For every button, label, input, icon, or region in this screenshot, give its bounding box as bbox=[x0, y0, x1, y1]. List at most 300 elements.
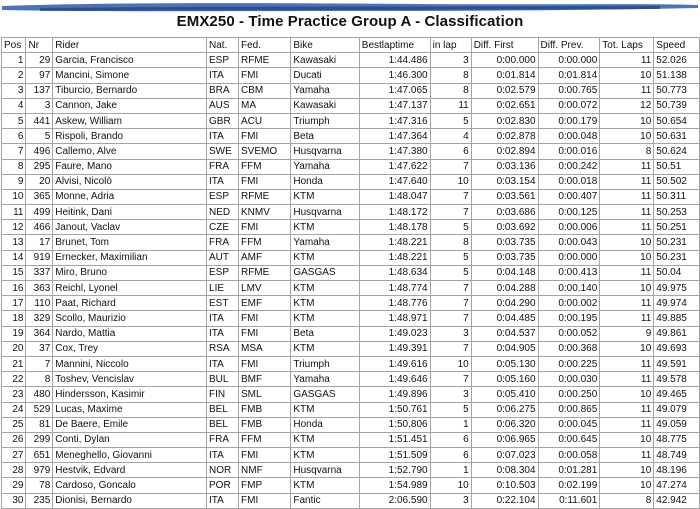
cell-diff-first: 0:03.561 bbox=[471, 189, 538, 204]
col-header-in-lap: in lap bbox=[430, 38, 471, 53]
cell-bestlaptime: 1:48.971 bbox=[359, 311, 430, 326]
cell-rider: Mancini, Simone bbox=[53, 68, 207, 83]
cell-diff-prev: 0:00.000 bbox=[538, 53, 600, 68]
cell-bike: Honda bbox=[291, 174, 359, 189]
cell-nat: FRA bbox=[207, 159, 239, 174]
cell-rider: Callemo, Alve bbox=[53, 144, 207, 159]
cell-in-lap: 7 bbox=[430, 159, 471, 174]
cell-nat: EST bbox=[207, 296, 239, 311]
cell-bike: KTM bbox=[291, 296, 359, 311]
cell-speed: 50.251 bbox=[654, 220, 700, 235]
cell-pos: 18 bbox=[2, 311, 26, 326]
cell-diff-first: 0:03.686 bbox=[471, 205, 538, 220]
cell-pos: 21 bbox=[2, 356, 26, 371]
cell-fed: MA bbox=[239, 98, 291, 113]
cell-tot-laps: 10 bbox=[600, 463, 654, 478]
cell-in-lap: 4 bbox=[430, 129, 471, 144]
cell-nr: 480 bbox=[26, 387, 53, 402]
cell-in-lap: 1 bbox=[430, 417, 471, 432]
cell-speed: 50.253 bbox=[654, 205, 700, 220]
cell-bestlaptime: 1:48.774 bbox=[359, 281, 430, 296]
cell-in-lap: 11 bbox=[430, 98, 471, 113]
cell-rider: Nardo, Mattia bbox=[53, 326, 207, 341]
cell-nat: ITA bbox=[207, 311, 239, 326]
cell-pos: 16 bbox=[2, 281, 26, 296]
cell-in-lap: 5 bbox=[430, 250, 471, 265]
cell-pos: 30 bbox=[2, 493, 26, 508]
cell-tot-laps: 10 bbox=[600, 341, 654, 356]
cell-bestlaptime: 1:50.761 bbox=[359, 402, 430, 417]
cell-tot-laps: 11 bbox=[600, 372, 654, 387]
cell-speed: 49.693 bbox=[654, 341, 700, 356]
cell-fed: KNMV bbox=[239, 205, 291, 220]
cell-in-lap: 10 bbox=[430, 174, 471, 189]
cell-diff-first: 0:01.814 bbox=[471, 68, 538, 83]
cell-bestlaptime: 1:44.486 bbox=[359, 53, 430, 68]
cell-bike: KTM bbox=[291, 478, 359, 493]
cell-in-lap: 8 bbox=[430, 83, 471, 98]
cell-pos: 5 bbox=[2, 113, 26, 128]
cell-diff-prev: 0:02.199 bbox=[538, 478, 600, 493]
cell-nat: ESP bbox=[207, 53, 239, 68]
cell-speed: 50.739 bbox=[654, 98, 700, 113]
cell-tot-laps: 11 bbox=[600, 159, 654, 174]
cell-bestlaptime: 1:49.023 bbox=[359, 326, 430, 341]
cell-bestlaptime: 1:48.634 bbox=[359, 265, 430, 280]
cell-pos: 9 bbox=[2, 174, 26, 189]
cell-fed: FMB bbox=[239, 417, 291, 432]
cell-rider: Askew, William bbox=[53, 113, 207, 128]
cell-tot-laps: 11 bbox=[600, 189, 654, 204]
cell-nr: 97 bbox=[26, 68, 53, 83]
cell-bike: Honda bbox=[291, 417, 359, 432]
cell-diff-prev: 0:00.242 bbox=[538, 159, 600, 174]
classification-table bbox=[1, 37, 700, 509]
table-row bbox=[2, 478, 700, 493]
cell-rider: Cox, Trey bbox=[53, 341, 207, 356]
cell-rider: Tiburcio, Bernardo bbox=[53, 83, 207, 98]
cell-nr: 37 bbox=[26, 341, 53, 356]
cell-rider: Faure, Mano bbox=[53, 159, 207, 174]
cell-diff-prev: 0:00.058 bbox=[538, 448, 600, 463]
cell-rider: Brunet, Tom bbox=[53, 235, 207, 250]
cell-diff-prev: 0:00.048 bbox=[538, 129, 600, 144]
cell-bike: Husqvarna bbox=[291, 205, 359, 220]
cell-diff-first: 0:08.304 bbox=[471, 463, 538, 478]
cell-in-lap: 3 bbox=[430, 53, 471, 68]
cell-nat: BUL bbox=[207, 372, 239, 387]
cell-tot-laps: 11 bbox=[600, 174, 654, 189]
cell-nr: 364 bbox=[26, 326, 53, 341]
table-row bbox=[2, 326, 700, 341]
cell-pos: 22 bbox=[2, 372, 26, 387]
table-row bbox=[2, 311, 700, 326]
cell-nat: BRA bbox=[207, 83, 239, 98]
cell-pos: 14 bbox=[2, 250, 26, 265]
cell-diff-prev: 0:00.006 bbox=[538, 220, 600, 235]
table-row bbox=[2, 265, 700, 280]
cell-rider: Dionisi, Bernardo bbox=[53, 493, 207, 508]
cell-diff-first: 0:07.023 bbox=[471, 448, 538, 463]
cell-in-lap: 8 bbox=[430, 68, 471, 83]
cell-tot-laps: 11 bbox=[600, 265, 654, 280]
cell-in-lap: 3 bbox=[430, 326, 471, 341]
cell-rider: Rispoli, Brando bbox=[53, 129, 207, 144]
cell-rider: Heitink, Dani bbox=[53, 205, 207, 220]
cell-speed: 50.51 bbox=[654, 159, 700, 174]
cell-fed: BMF bbox=[239, 372, 291, 387]
cell-pos: 2 bbox=[2, 68, 26, 83]
cell-in-lap: 10 bbox=[430, 478, 471, 493]
cell-pos: 27 bbox=[2, 448, 26, 463]
cell-fed: FMI bbox=[239, 448, 291, 463]
col-header-speed: Speed bbox=[654, 38, 700, 53]
cell-rider: Meneghello, Giovanni bbox=[53, 448, 207, 463]
cell-diff-prev: 0:00.002 bbox=[538, 296, 600, 311]
cell-fed: CBM bbox=[239, 83, 291, 98]
cell-diff-first: 0:06.320 bbox=[471, 417, 538, 432]
cell-nat: ITA bbox=[207, 326, 239, 341]
table-row bbox=[2, 98, 700, 113]
cell-speed: 48.749 bbox=[654, 448, 700, 463]
table-row bbox=[2, 296, 700, 311]
table-row bbox=[2, 159, 700, 174]
cell-rider: Miro, Bruno bbox=[53, 265, 207, 280]
cell-bike: Ducati bbox=[291, 68, 359, 83]
cell-speed: 49.861 bbox=[654, 326, 700, 341]
cell-pos: 25 bbox=[2, 417, 26, 432]
table-row bbox=[2, 113, 700, 128]
cell-nat: ITA bbox=[207, 68, 239, 83]
cell-nr: 365 bbox=[26, 189, 53, 204]
cell-diff-prev: 0:00.195 bbox=[538, 311, 600, 326]
cell-bestlaptime: 2:06.590 bbox=[359, 493, 430, 508]
cell-nr: 8 bbox=[26, 372, 53, 387]
cell-diff-prev: 0:00.016 bbox=[538, 144, 600, 159]
table-row bbox=[2, 387, 700, 402]
cell-bike: Fantic bbox=[291, 493, 359, 508]
cell-rider: Cardoso, Goncalo bbox=[53, 478, 207, 493]
cell-nr: 3 bbox=[26, 98, 53, 113]
cell-bestlaptime: 1:48.178 bbox=[359, 220, 430, 235]
cell-rider: Janout, Vaclav bbox=[53, 220, 207, 235]
cell-in-lap: 1 bbox=[430, 463, 471, 478]
cell-tot-laps: 10 bbox=[600, 250, 654, 265]
cell-diff-first: 0:03.136 bbox=[471, 159, 538, 174]
cell-diff-prev: 0:00.250 bbox=[538, 387, 600, 402]
cell-nr: 441 bbox=[26, 113, 53, 128]
cell-bestlaptime: 1:52.790 bbox=[359, 463, 430, 478]
cell-fed: FMI bbox=[239, 174, 291, 189]
cell-pos: 12 bbox=[2, 220, 26, 235]
table-row bbox=[2, 432, 700, 447]
cell-nr: 78 bbox=[26, 478, 53, 493]
cell-pos: 29 bbox=[2, 478, 26, 493]
cell-nat: AUS bbox=[207, 98, 239, 113]
cell-nr: 20 bbox=[26, 174, 53, 189]
cell-bestlaptime: 1:47.640 bbox=[359, 174, 430, 189]
cell-tot-laps: 8 bbox=[600, 144, 654, 159]
cell-bestlaptime: 1:47.622 bbox=[359, 159, 430, 174]
table-row bbox=[2, 83, 700, 98]
cell-diff-prev: 0:00.140 bbox=[538, 281, 600, 296]
cell-nr: 363 bbox=[26, 281, 53, 296]
cell-diff-prev: 0:00.765 bbox=[538, 83, 600, 98]
cell-nr: 496 bbox=[26, 144, 53, 159]
cell-bike: Beta bbox=[291, 326, 359, 341]
cell-bestlaptime: 1:47.065 bbox=[359, 83, 430, 98]
cell-bike: KTM bbox=[291, 432, 359, 447]
cell-bestlaptime: 1:48.776 bbox=[359, 296, 430, 311]
cell-diff-first: 0:06.965 bbox=[471, 432, 538, 447]
cell-nr: 299 bbox=[26, 432, 53, 447]
cell-speed: 48.196 bbox=[654, 463, 700, 478]
cell-bestlaptime: 1:47.137 bbox=[359, 98, 430, 113]
cell-diff-first: 0:04.148 bbox=[471, 265, 538, 280]
cell-bestlaptime: 1:48.221 bbox=[359, 235, 430, 250]
cell-tot-laps: 11 bbox=[600, 205, 654, 220]
cell-diff-first: 0:04.537 bbox=[471, 326, 538, 341]
cell-pos: 11 bbox=[2, 205, 26, 220]
cell-speed: 49.079 bbox=[654, 402, 700, 417]
cell-bike: Yamaha bbox=[291, 235, 359, 250]
table-row bbox=[2, 129, 700, 144]
cell-tot-laps: 12 bbox=[600, 98, 654, 113]
cell-diff-prev: 0:00.018 bbox=[538, 174, 600, 189]
cell-fed: FMB bbox=[239, 402, 291, 417]
cell-speed: 50.231 bbox=[654, 250, 700, 265]
table-header-row bbox=[2, 38, 700, 53]
cell-in-lap: 5 bbox=[430, 113, 471, 128]
cell-speed: 49.975 bbox=[654, 281, 700, 296]
cell-diff-first: 0:10.503 bbox=[471, 478, 538, 493]
cell-diff-first: 0:04.288 bbox=[471, 281, 538, 296]
cell-fed: EMF bbox=[239, 296, 291, 311]
col-header-fed: Fed. bbox=[239, 38, 291, 53]
cell-bestlaptime: 1:49.391 bbox=[359, 341, 430, 356]
cell-rider: Lucas, Maxime bbox=[53, 402, 207, 417]
cell-bike: KTM bbox=[291, 250, 359, 265]
cell-diff-first: 0:04.485 bbox=[471, 311, 538, 326]
cell-diff-first: 0:02.894 bbox=[471, 144, 538, 159]
cell-bestlaptime: 1:47.316 bbox=[359, 113, 430, 128]
cell-rider: Alvisi, Nicolò bbox=[53, 174, 207, 189]
col-header-nat: Nat. bbox=[207, 38, 239, 53]
table-row bbox=[2, 463, 700, 478]
cell-tot-laps: 10 bbox=[600, 235, 654, 250]
cell-in-lap: 5 bbox=[430, 402, 471, 417]
cell-pos: 13 bbox=[2, 235, 26, 250]
cell-fed: SML bbox=[239, 387, 291, 402]
page-title: EMX250 - Time Practice Group A - Classification bbox=[176, 13, 524, 30]
cell-in-lap: 7 bbox=[430, 189, 471, 204]
cell-tot-laps: 11 bbox=[600, 83, 654, 98]
cell-diff-prev: 0:00.030 bbox=[538, 372, 600, 387]
cell-rider: De Baere, Emile bbox=[53, 417, 207, 432]
cell-diff-prev: 0:00.179 bbox=[538, 113, 600, 128]
cell-rider: Mannini, Niccolo bbox=[53, 356, 207, 371]
cell-diff-first: 0:04.905 bbox=[471, 341, 538, 356]
table-row bbox=[2, 372, 700, 387]
cell-diff-first: 0:05.160 bbox=[471, 372, 538, 387]
cell-bike: KTM bbox=[291, 189, 359, 204]
cell-fed: MSA bbox=[239, 341, 291, 356]
cell-diff-prev: 0:01.814 bbox=[538, 68, 600, 83]
cell-tot-laps: 9 bbox=[600, 326, 654, 341]
cell-tot-laps: 10 bbox=[600, 129, 654, 144]
cell-in-lap: 7 bbox=[430, 205, 471, 220]
header-brush-stroke bbox=[0, 0, 700, 14]
cell-fed: LMV bbox=[239, 281, 291, 296]
cell-in-lap: 6 bbox=[430, 432, 471, 447]
cell-tot-laps: 10 bbox=[600, 478, 654, 493]
cell-diff-prev: 0:00.000 bbox=[538, 250, 600, 265]
cell-nat: FRA bbox=[207, 432, 239, 447]
col-header-diff-prev: Diff. Prev. bbox=[538, 38, 600, 53]
cell-speed: 50.311 bbox=[654, 189, 700, 204]
cell-fed: FMI bbox=[239, 220, 291, 235]
cell-nat: FRA bbox=[207, 235, 239, 250]
cell-nat: BEL bbox=[207, 402, 239, 417]
cell-pos: 15 bbox=[2, 265, 26, 280]
table-row bbox=[2, 250, 700, 265]
col-header-pos: Pos bbox=[2, 38, 26, 53]
cell-bestlaptime: 1:48.172 bbox=[359, 205, 430, 220]
cell-speed: 50.04 bbox=[654, 265, 700, 280]
cell-nat: ITA bbox=[207, 356, 239, 371]
cell-pos: 24 bbox=[2, 402, 26, 417]
cell-rider: Ernecker, Maximilian bbox=[53, 250, 207, 265]
cell-rider: Reichl, Lyonel bbox=[53, 281, 207, 296]
cell-nat: GBR bbox=[207, 113, 239, 128]
cell-nr: 295 bbox=[26, 159, 53, 174]
cell-bestlaptime: 1:49.616 bbox=[359, 356, 430, 371]
cell-nr: 466 bbox=[26, 220, 53, 235]
cell-in-lap: 5 bbox=[430, 220, 471, 235]
cell-speed: 47.274 bbox=[654, 478, 700, 493]
cell-rider: Monne, Adria bbox=[53, 189, 207, 204]
cell-nr: 651 bbox=[26, 448, 53, 463]
table-row bbox=[2, 144, 700, 159]
cell-pos: 4 bbox=[2, 98, 26, 113]
cell-bestlaptime: 1:48.221 bbox=[359, 250, 430, 265]
cell-tot-laps: 11 bbox=[600, 220, 654, 235]
cell-speed: 51.138 bbox=[654, 68, 700, 83]
cell-nat: ESP bbox=[207, 189, 239, 204]
cell-diff-first: 0:03.154 bbox=[471, 174, 538, 189]
cell-nat: RSA bbox=[207, 341, 239, 356]
cell-fed: FFM bbox=[239, 235, 291, 250]
cell-bike: Triumph bbox=[291, 113, 359, 128]
cell-diff-prev: 0:00.072 bbox=[538, 98, 600, 113]
cell-diff-prev: 0:00.052 bbox=[538, 326, 600, 341]
cell-diff-first: 0:06.275 bbox=[471, 402, 538, 417]
cell-fed: AMF bbox=[239, 250, 291, 265]
cell-fed: FMI bbox=[239, 493, 291, 508]
cell-tot-laps: 10 bbox=[600, 68, 654, 83]
col-header-diff-first: Diff. First bbox=[471, 38, 538, 53]
cell-diff-first: 0:02.651 bbox=[471, 98, 538, 113]
cell-bestlaptime: 1:46.300 bbox=[359, 68, 430, 83]
cell-pos: 20 bbox=[2, 341, 26, 356]
cell-bike: KTM bbox=[291, 311, 359, 326]
cell-pos: 6 bbox=[2, 129, 26, 144]
cell-diff-prev: 0:00.865 bbox=[538, 402, 600, 417]
cell-speed: 49.578 bbox=[654, 372, 700, 387]
cell-diff-first: 0:00.000 bbox=[471, 53, 538, 68]
col-header-bike: Bike bbox=[291, 38, 359, 53]
cell-bike: Kawasaki bbox=[291, 53, 359, 68]
cell-nat: NOR bbox=[207, 463, 239, 478]
cell-rider: Scollo, Maurizio bbox=[53, 311, 207, 326]
cell-fed: FMI bbox=[239, 68, 291, 83]
cell-in-lap: 7 bbox=[430, 341, 471, 356]
cell-speed: 50.631 bbox=[654, 129, 700, 144]
table-row bbox=[2, 174, 700, 189]
cell-speed: 49.059 bbox=[654, 417, 700, 432]
cell-speed: 50.624 bbox=[654, 144, 700, 159]
cell-diff-prev: 0:00.368 bbox=[538, 341, 600, 356]
cell-bike: Husqvarna bbox=[291, 144, 359, 159]
cell-tot-laps: 10 bbox=[600, 387, 654, 402]
cell-pos: 17 bbox=[2, 296, 26, 311]
cell-bestlaptime: 1:47.364 bbox=[359, 129, 430, 144]
cell-pos: 1 bbox=[2, 53, 26, 68]
cell-pos: 26 bbox=[2, 432, 26, 447]
table-row bbox=[2, 281, 700, 296]
cell-nr: 329 bbox=[26, 311, 53, 326]
table-row bbox=[2, 448, 700, 463]
cell-pos: 19 bbox=[2, 326, 26, 341]
cell-in-lap: 8 bbox=[430, 235, 471, 250]
cell-diff-prev: 0:00.407 bbox=[538, 189, 600, 204]
cell-in-lap: 5 bbox=[430, 265, 471, 280]
cell-nr: 7 bbox=[26, 356, 53, 371]
cell-in-lap: 3 bbox=[430, 387, 471, 402]
cell-rider: Garcia, Francisco bbox=[53, 53, 207, 68]
cell-bike: Yamaha bbox=[291, 83, 359, 98]
cell-diff-first: 0:05.410 bbox=[471, 387, 538, 402]
cell-fed: FFM bbox=[239, 432, 291, 447]
cell-speed: 50.773 bbox=[654, 83, 700, 98]
cell-tot-laps: 11 bbox=[600, 311, 654, 326]
cell-in-lap: 7 bbox=[430, 372, 471, 387]
cell-diff-first: 0:03.692 bbox=[471, 220, 538, 235]
cell-speed: 52.026 bbox=[654, 53, 700, 68]
table-row bbox=[2, 402, 700, 417]
table-row bbox=[2, 493, 700, 508]
cell-speed: 49.974 bbox=[654, 296, 700, 311]
cell-speed: 50.502 bbox=[654, 174, 700, 189]
cell-pos: 7 bbox=[2, 144, 26, 159]
cell-bike: KTM bbox=[291, 448, 359, 463]
cell-nr: 337 bbox=[26, 265, 53, 280]
cell-nr: 499 bbox=[26, 205, 53, 220]
cell-speed: 50.654 bbox=[654, 113, 700, 128]
cell-bestlaptime: 1:47.380 bbox=[359, 144, 430, 159]
cell-nr: 235 bbox=[26, 493, 53, 508]
cell-diff-first: 0:05.130 bbox=[471, 356, 538, 371]
cell-bike: KTM bbox=[291, 281, 359, 296]
cell-in-lap: 7 bbox=[430, 281, 471, 296]
table-row bbox=[2, 205, 700, 220]
cell-fed: RFME bbox=[239, 53, 291, 68]
cell-nr: 529 bbox=[26, 402, 53, 417]
cell-nr: 5 bbox=[26, 129, 53, 144]
cell-bestlaptime: 1:54.989 bbox=[359, 478, 430, 493]
cell-bike: Beta bbox=[291, 129, 359, 144]
cell-bike: Yamaha bbox=[291, 159, 359, 174]
